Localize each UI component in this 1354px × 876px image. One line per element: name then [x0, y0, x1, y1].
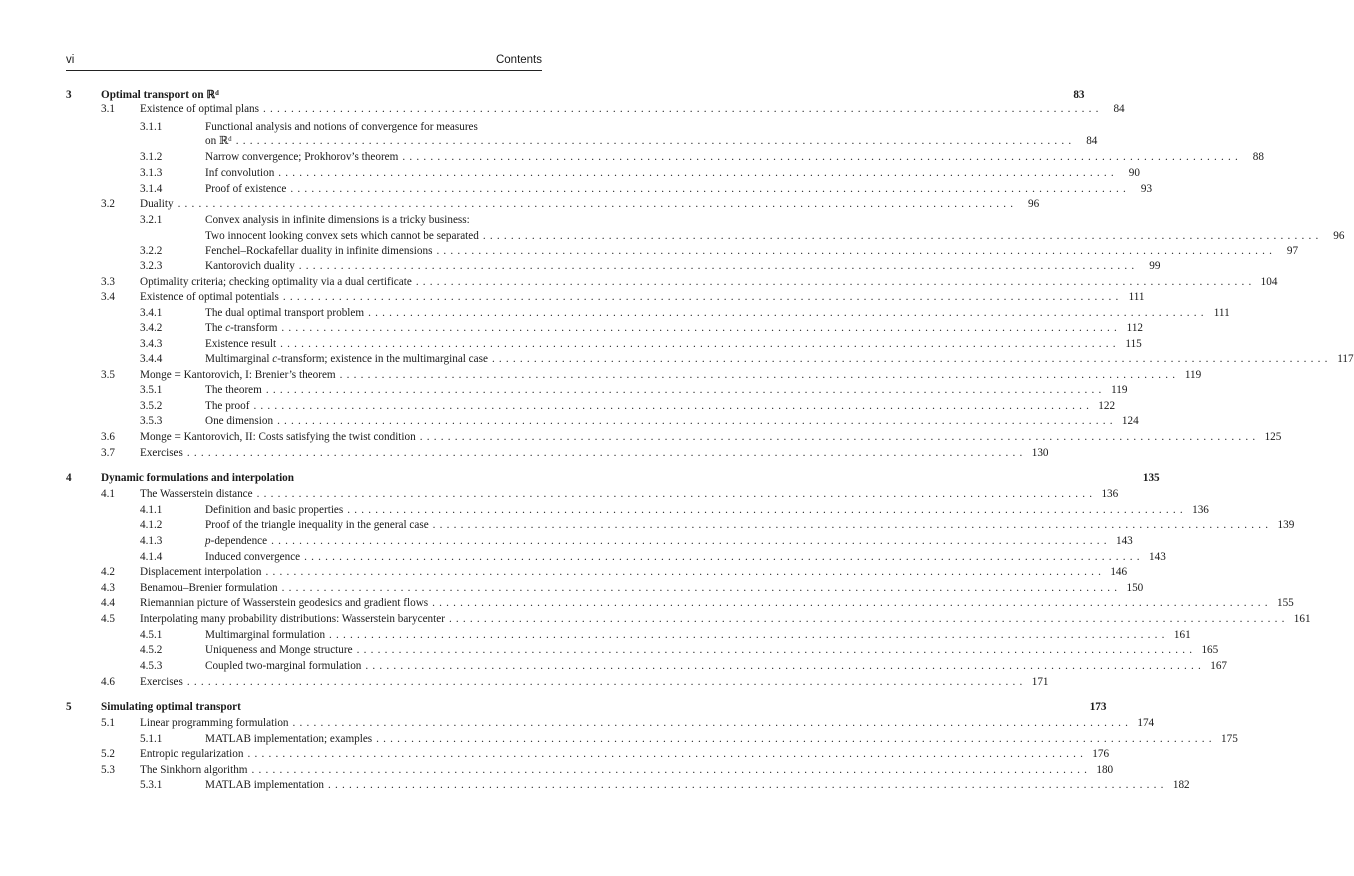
toc-entry-4-1-2[interactable] [0, 518, 1295, 532]
toc-entry-number: 4.1.1 [140, 504, 163, 516]
dot-leader: ........................................................................................................................ [328, 779, 1168, 791]
toc-entry-number: 3.4.1 [140, 307, 163, 319]
toc-entry-title: Existence result [205, 338, 277, 350]
toc-entry-4-1-3[interactable] [0, 534, 1133, 548]
dot-leader: ........................................................................................................................ [356, 644, 1197, 656]
toc-entry-title: Uniqueness and Monge structure [205, 644, 353, 656]
toc-entry-number: 5.1 [101, 717, 115, 729]
toc-entry-page: 93 [1140, 183, 1153, 195]
dot-leader: ........................................................................................................................ [256, 488, 1097, 500]
toc-entry-number: 3.4.3 [140, 338, 163, 350]
toc-entry-number: 3.1 [101, 103, 115, 115]
toc-entry-title: MATLAB implementation; examples [205, 733, 373, 745]
toc-entry-page: 136 [1192, 504, 1209, 516]
toc-entry-page: 111 [1213, 307, 1230, 319]
toc-entry-page: 146 [1110, 566, 1128, 578]
toc-entry-3-1-4[interactable] [0, 182, 1153, 196]
toc-entry-3-2-2[interactable] [0, 244, 1299, 258]
dot-leader: ........................................................................................................................ [482, 230, 1323, 242]
toc-entry-number: 3.4.4 [140, 353, 163, 365]
toc-entry-title: Multimarginal c-transform; existence in the multimarginal case [205, 353, 488, 365]
toc-entry-number: 3.7 [101, 447, 115, 459]
toc-entry-title: Monge = Kantorovich, I: Brenier’s theorem [140, 369, 336, 381]
toc-entry-page: 165 [1201, 644, 1219, 656]
toc-entry-number: 3.5.1 [140, 384, 163, 396]
toc-entry-3-1[interactable] [0, 102, 1125, 116]
toc-entry-title: MATLAB implementation [205, 779, 325, 791]
toc-entry-3-2-3[interactable] [0, 259, 1161, 273]
toc-entry-5-1[interactable] [0, 716, 1155, 730]
toc-entry-number: 3.3 [101, 276, 115, 288]
dot-leader: ........................................................................................................................ [402, 151, 1242, 163]
toc-entry-cont-9[interactable] [0, 229, 1345, 243]
toc-entry-page: 161 [1293, 613, 1311, 625]
toc-entry-3-6[interactable] [0, 430, 1282, 444]
toc-entry-5-2[interactable] [0, 747, 1110, 761]
toc-entry-title: Optimal transport on ℝᵈ [101, 89, 219, 101]
dot-leader: ........................................................................................................................ [281, 322, 1122, 334]
toc-entry-page: 119 [1184, 369, 1202, 381]
dot-leader: ........................................................................................................................ [235, 135, 1076, 147]
dot-leader: ........................................................................................................................ [282, 291, 1123, 303]
toc-entry-page: 171 [1031, 676, 1049, 688]
toc-entry-page: 150 [1126, 582, 1144, 594]
toc-entry-4-3[interactable] [0, 581, 1144, 595]
toc-entry-page: 84 [1113, 103, 1125, 115]
dot-leader: ........................................................................................................................ [265, 566, 1106, 578]
toc-entry-title: The Wasserstein distance [140, 488, 253, 500]
dot-leader: ........................................................................................................................ [329, 629, 1169, 641]
toc-entry-page: 96 [1333, 230, 1345, 242]
dot-leader: ........................................................................................................................ [281, 582, 1122, 594]
toc-entry-3-5[interactable] [0, 368, 1202, 382]
dot-leader: ........................................................................................................................ [251, 764, 1092, 776]
toc-entry-title: Convex analysis in infinite dimensions is a tricky business: [205, 214, 470, 226]
toc-entry-page: 136 [1101, 488, 1119, 500]
toc-entry-page: 125 [1264, 431, 1282, 443]
toc-entry-number: 3.5.3 [140, 415, 163, 427]
toc-entry-title: Dynamic formulations and interpolation [101, 472, 294, 484]
toc-entry-number: 3.1.4 [140, 183, 163, 195]
dot-leader: ........................................................................................................................ [278, 167, 1118, 179]
toc-entry-number: 4.5.2 [140, 644, 163, 656]
toc-entry-4-6[interactable] [0, 675, 1049, 689]
dot-leader: ........................................................................................................................ [265, 384, 1106, 396]
toc-entry-title: Displacement interpolation [140, 566, 262, 578]
toc-entry-page: 180 [1096, 764, 1114, 776]
header-rule [66, 70, 542, 71]
toc-entry-3-1-1[interactable] [0, 120, 608, 134]
dot-leader: ........................................................................................................................ [292, 717, 1133, 729]
toc-entry-number: 4.6 [101, 676, 115, 688]
toc-entry-number: 3.1.2 [140, 151, 163, 163]
toc-entry-title: Monge = Kantorovich, II: Costs satisfying the twist condition [140, 431, 416, 443]
toc-entry-3-4-2[interactable] [0, 321, 1144, 335]
dot-leader: ........................................................................................................................ [277, 415, 1117, 427]
running-header [66, 54, 542, 68]
toc-entry-number: 3.1.3 [140, 167, 163, 179]
toc-entry-3-4-1[interactable] [0, 306, 1230, 320]
toc-entry-page: 130 [1031, 447, 1049, 459]
toc-entry-title: Definition and basic properties [205, 504, 344, 516]
toc-entry-3-1-2[interactable] [0, 150, 1264, 164]
dot-leader: ........................................................................................................................ [347, 504, 1187, 516]
dot-leader: ........................................................................................................................ [376, 733, 1216, 745]
toc-entry-number: 3.1.1 [140, 121, 163, 133]
toc-entry-number: 5.3 [101, 764, 115, 776]
toc-entry-number: 3.2 [101, 198, 115, 210]
toc-entry-title: Multimarginal formulation [205, 629, 326, 641]
toc-entry-number: 3.5 [101, 369, 115, 381]
toc-entry-number: 5 [66, 701, 72, 713]
dot-leader: ........................................................................................................................ [432, 519, 1273, 531]
toc-entry-number: 3 [66, 89, 72, 101]
dot-leader: ........................................................................................................................ [290, 183, 1131, 195]
toc-entry-title: Duality [140, 198, 174, 210]
toc-entry-cont-3[interactable] [0, 134, 1098, 148]
toc-entry-title: The theorem [205, 384, 262, 396]
toc-entry-title: Functional analysis and notions of convergence for measures [205, 121, 478, 133]
toc-entry-page: 117 [1337, 353, 1354, 365]
toc-entry-4-5-2[interactable] [0, 643, 1219, 657]
toc-entry-4-1-1[interactable] [0, 503, 1209, 517]
toc-entry-page: 173 [1089, 701, 1107, 713]
toc-entry-3[interactable] [0, 88, 1085, 102]
toc-entry-title: Existence of optimal plans [140, 103, 259, 115]
toc-entry-title: The proof [205, 400, 250, 412]
toc-entry-page: 104 [1260, 276, 1278, 288]
toc-entry-title: The c-transform [205, 322, 278, 334]
toc-entry-title: The dual optimal transport problem [205, 307, 365, 319]
toc-entry-title: Induced convergence [205, 551, 301, 563]
toc-entry-number: 4 [66, 472, 72, 484]
toc-entry-page: 135 [1142, 472, 1160, 484]
toc-entry-title: Benamou–Brenier formulation [140, 582, 278, 594]
toc-entry-4[interactable] [0, 471, 1160, 485]
toc-entry-number: 4.1.2 [140, 519, 163, 531]
dot-leader: ........................................................................................................................ [247, 748, 1088, 760]
dot-leader: ........................................................................................................................ [491, 353, 1332, 365]
toc-entry-5-1-1[interactable] [0, 732, 1238, 746]
dot-leader: ........................................................................................................................ [186, 447, 1027, 459]
running-title: Contents [495, 54, 542, 66]
toc-entry-page: 139 [1277, 519, 1295, 531]
toc-entry-number: 3.6 [101, 431, 115, 443]
toc-entry-number: 3.2.3 [140, 260, 163, 272]
toc-entry-3-2[interactable] [0, 197, 1040, 211]
toc-entry-title: Optimality criteria; checking optimality via a dual certificate [140, 276, 412, 288]
toc-entry-3-4-3[interactable] [0, 337, 1142, 351]
toc-entry-page: 182 [1172, 779, 1190, 791]
dot-leader: ........................................................................................................................ [432, 597, 1272, 609]
dot-leader: ........................................................................................................................ [304, 551, 1144, 563]
toc-entry-number: 5.2 [101, 748, 115, 760]
toc-entry-title: Inf convolution [205, 167, 275, 179]
toc-entry-page: 111 [1128, 291, 1145, 303]
toc-entry-title: Riemannian picture of Wasserstein geodesics and gradient flows [140, 597, 429, 609]
toc-entry-4-1[interactable] [0, 487, 1119, 501]
dot-leader: ........................................................................................................................ [436, 245, 1277, 257]
toc-entry-3-5-2[interactable] [0, 399, 1116, 413]
toc-entry-page: 174 [1137, 717, 1155, 729]
dot-leader: ........................................................................................................................ [419, 431, 1260, 443]
toc-entry-number: 4.1.3 [140, 535, 163, 547]
dot-leader: ........................................................................................................................ [415, 276, 1256, 288]
dot-leader: ........................................................................................................................ [253, 400, 1094, 412]
toc-entry-page: 115 [1125, 338, 1142, 350]
toc-entry-4-1-4[interactable] [0, 550, 1166, 564]
toc-entry-number: 5.1.1 [140, 733, 163, 745]
toc-entry-page: 143 [1115, 535, 1133, 547]
toc-entry-title: Simulating optimal transport [101, 701, 241, 713]
toc-entry-3-5-1[interactable] [0, 383, 1128, 397]
toc-entry-number: 4.5 [101, 613, 115, 625]
toc-entry-3-2-1[interactable] [0, 213, 608, 227]
toc-entry-number: 3.4 [101, 291, 115, 303]
toc-entry-number: 3.4.2 [140, 322, 163, 334]
toc-entry-number: 4.5.3 [140, 660, 163, 672]
toc-entry-3-7[interactable] [0, 446, 1049, 460]
toc-entry-number: 4.2 [101, 566, 115, 578]
toc-entry-4-2[interactable] [0, 565, 1128, 579]
dot-leader: ........................................................................................................................ [448, 613, 1289, 625]
dot-leader: ........................................................................................................................ [280, 338, 1120, 350]
toc-entry-title: Coupled two-marginal formulation [205, 660, 362, 672]
toc-entry-page: 161 [1173, 629, 1191, 641]
toc-entry-page: 155 [1276, 597, 1294, 609]
toc-entry-number: 4.4 [101, 597, 115, 609]
dot-leader: ........................................................................................................................ [271, 535, 1111, 547]
toc-entry-3-5-3[interactable] [0, 414, 1139, 428]
toc-entry-title: Linear programming formulation [140, 717, 289, 729]
toc-entry-title: One dimension [205, 415, 274, 427]
toc-entry-5-3-1[interactable] [0, 778, 1190, 792]
toc-entry-title: on ℝᵈ [205, 135, 232, 147]
toc-entry-4-5[interactable] [0, 612, 1311, 626]
toc-entry-number: 3.2.2 [140, 245, 163, 257]
toc-entry-title: Narrow convergence; Prokhorov’s theorem [205, 151, 399, 163]
toc-entry-3-4[interactable] [0, 290, 1145, 304]
toc-entry-page: 167 [1210, 660, 1228, 672]
toc-entry-title: Entropic regularization [140, 748, 244, 760]
toc-entry-page: 88 [1252, 151, 1264, 163]
toc-entry-number: 4.3 [101, 582, 115, 594]
toc-entry-3-3[interactable] [0, 275, 1278, 289]
toc-entry-title: Fenchel–Rockafellar duality in infinite dimensions [205, 245, 433, 257]
toc-entry-number: 3.2.1 [140, 214, 163, 226]
toc-entry-page: 143 [1149, 551, 1166, 563]
toc-entry-page: 90 [1128, 167, 1140, 179]
dot-leader: ........................................................................................................................ [368, 307, 1208, 319]
toc-entry-4-5-1[interactable] [0, 628, 1191, 642]
toc-entry-page: 84 [1086, 135, 1098, 147]
dot-leader: ........................................................................................................................ [365, 660, 1206, 672]
dot-leader: ........................................................................................................................ [263, 103, 1103, 115]
toc-entry-page: 112 [1126, 322, 1144, 334]
toc-entry-number: 3.5.2 [140, 400, 163, 412]
toc-entry-title: Proof of the triangle inequality in the general case [205, 519, 429, 531]
toc-entry-4-5-3[interactable] [0, 659, 1228, 673]
toc-entry-5[interactable] [0, 700, 1107, 714]
toc-entry-5-3[interactable] [0, 763, 1114, 777]
toc-entry-title: Interpolating many probability distributions: Wasserstein barycenter [140, 613, 445, 625]
toc-entry-number: 4.1 [101, 488, 115, 500]
toc-entry-title: Proof of existence [205, 183, 287, 195]
dot-leader: ........................................................................................................................ [298, 260, 1139, 272]
toc-entry-page: 176 [1092, 748, 1110, 760]
toc-entry-number: 5.3.1 [140, 779, 163, 791]
toc-entry-title: Exercises [140, 447, 183, 459]
toc-entry-number: 4.1.4 [140, 551, 163, 563]
toc-entry-page: 175 [1221, 733, 1238, 745]
toc-entry-3-4-4[interactable] [0, 352, 1354, 366]
toc-entry-page: 119 [1111, 384, 1128, 396]
toc-entry-title: Exercises [140, 676, 183, 688]
toc-entry-title: Kantorovich duality [205, 260, 295, 272]
toc-entry-page: 83 [1073, 89, 1085, 101]
toc-entry-page: 99 [1149, 260, 1161, 272]
toc-entry-title: Two innocent looking convex sets which cannot be separated [205, 230, 479, 242]
toc-entry-page: 122 [1098, 400, 1116, 412]
toc-entry-title: p-dependence [205, 535, 268, 547]
toc-entry-page: 124 [1121, 415, 1139, 427]
toc-entry-page: 96 [1028, 198, 1040, 210]
page-number: vi [66, 54, 75, 66]
toc-entry-title: The Sinkhorn algorithm [140, 764, 248, 776]
toc-entry-number: 4.5.1 [140, 629, 163, 641]
toc-entry-4-4[interactable] [0, 596, 1294, 610]
dot-leader: ........................................................................................................................ [339, 369, 1180, 381]
dot-leader: ........................................................................................................................ [186, 676, 1027, 688]
dot-leader: ........................................................................................................................ [177, 198, 1018, 210]
toc-entry-3-1-3[interactable] [0, 166, 1140, 180]
toc-entry-page: 97 [1286, 245, 1299, 257]
toc-entry-title: Existence of optimal potentials [140, 291, 279, 303]
